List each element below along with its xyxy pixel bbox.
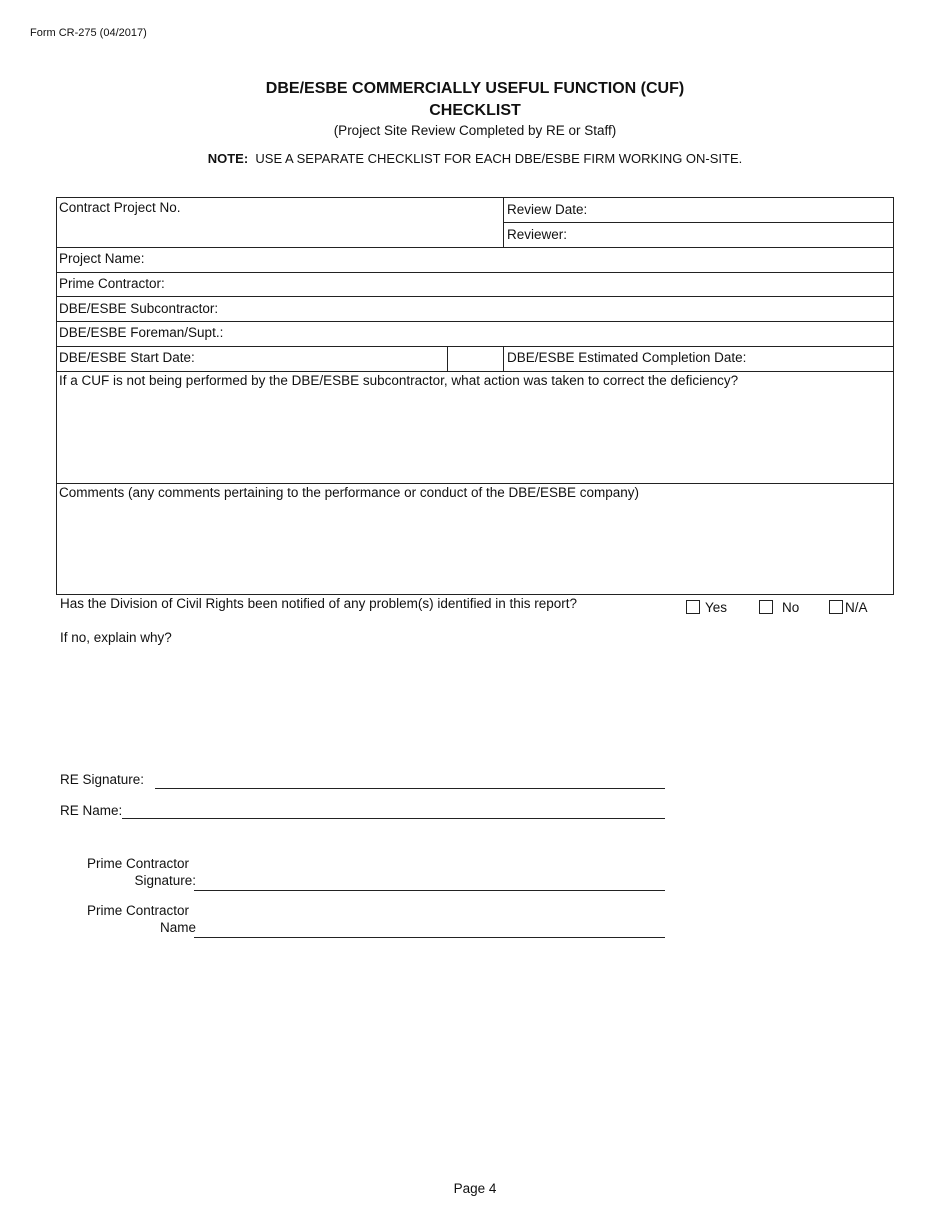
prime-signature-label-line2: Signature: [134, 873, 196, 888]
option-na[interactable] [829, 600, 868, 615]
start-date-label: DBE/ESBE Start Date: [59, 350, 195, 365]
review-date-input[interactable] [595, 201, 889, 221]
notification-question: Has the Division of Civil Rights been notified of any problem(s) identified in this report? [60, 596, 578, 611]
divider [57, 371, 893, 372]
form-id: Form CR-275 (04/2017) [30, 27, 147, 39]
comments-input[interactable] [61, 506, 891, 594]
divider [57, 272, 893, 273]
option-yes-label: Yes [705, 600, 728, 615]
completion-date-input[interactable] [757, 349, 891, 369]
prime-signature-label-line1: Prime Contractor [87, 856, 190, 871]
review-date-label: Review Date: [507, 202, 588, 217]
comments-label: Comments (any comments pertaining to the performance or conduct of the DBE/ESBE company) [59, 485, 640, 500]
project-name-label: Project Name: [59, 251, 145, 266]
option-no[interactable] [759, 600, 799, 615]
cuf-corrective-action-input[interactable] [61, 394, 891, 482]
divider [57, 321, 893, 322]
subcontractor-input[interactable] [225, 300, 884, 320]
divider [503, 346, 504, 371]
note-text: USE A SEPARATE CHECKLIST FOR EACH DBE/ESBE FIRM WORKING ON-SITE. [255, 151, 743, 166]
divider [57, 296, 893, 297]
prime-name-input[interactable] [198, 918, 667, 938]
divider [57, 346, 893, 347]
checklist-grid [56, 197, 894, 595]
divider [503, 222, 894, 223]
project-name-input[interactable] [157, 250, 881, 270]
cuf-question-label: If a CUF is not being performed by the DBE/ESBE subcontractor, what action was taken to correct the deficiency? [59, 373, 739, 388]
reviewer-input[interactable] [575, 226, 889, 246]
divider [447, 346, 448, 371]
prime-signature-input[interactable] [198, 871, 667, 891]
yes-checkbox[interactable] [686, 600, 700, 614]
prime-signature-label [85, 856, 196, 888]
divider [57, 483, 893, 484]
completion-date-label: DBE/ESBE Estimated Completion Date: [507, 350, 747, 365]
foreman-label: DBE/ESBE Foreman/Supt.: [59, 325, 224, 340]
prime-name-label [85, 903, 196, 935]
divider [503, 198, 504, 247]
explain-why-label: If no, explain why? [60, 630, 172, 645]
re-signature-input[interactable] [157, 768, 666, 788]
form-title-checklist: CHECKLIST [429, 102, 521, 119]
contract-project-no-label: Contract Project No. [59, 200, 181, 215]
prime-contractor-input[interactable] [179, 275, 883, 295]
prime-name-label-line1: Prime Contractor [87, 903, 190, 918]
foreman-input[interactable] [229, 324, 883, 344]
prime-name-label-line2: Name [159, 920, 196, 935]
na-checkbox[interactable] [829, 600, 843, 614]
subcontractor-label: DBE/ESBE Subcontractor: [59, 301, 219, 316]
form-subtitle: (Project Site Review Completed by RE or Staff) [333, 123, 617, 138]
re-name-label: RE Name: [60, 803, 123, 818]
re-name-input[interactable] [124, 799, 666, 819]
note-label: NOTE: [207, 151, 249, 166]
page-number: Page 4 [453, 1181, 497, 1196]
option-yes[interactable] [686, 600, 727, 615]
reviewer-label: Reviewer: [507, 227, 568, 242]
option-no-label: No [782, 600, 800, 615]
no-checkbox[interactable] [759, 600, 773, 614]
option-na-label: N/A [845, 600, 868, 615]
form-title: DBE/ESBE COMMERCIALLY USEFUL FUNCTION (CUF) [265, 80, 685, 97]
contract-project-no-input[interactable] [61, 220, 501, 242]
re-signature-line [155, 788, 665, 789]
explain-why-input[interactable] [58, 652, 892, 756]
divider [57, 247, 893, 248]
re-signature-label: RE Signature: [60, 772, 145, 787]
form-note [0, 151, 950, 166]
start-date-input[interactable] [452, 349, 502, 369]
prime-contractor-label: Prime Contractor: [59, 276, 165, 291]
